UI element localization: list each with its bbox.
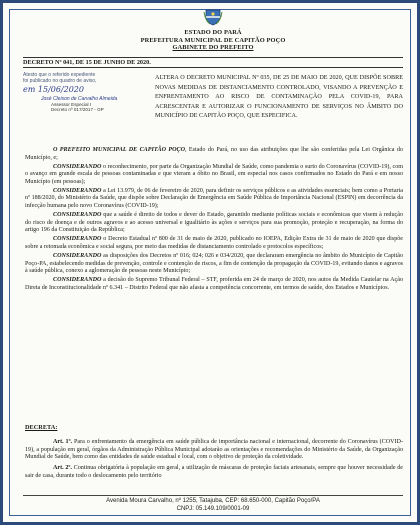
stamp-line-2: foi publicado no quadro de aviso, <box>23 78 97 84</box>
publication-stamp <box>23 72 143 113</box>
article-paragraph <box>25 439 403 462</box>
stamp-line-1: Atesto que o referido expediente <box>23 72 96 78</box>
considerando-text: que a saúde é direito de todos e dever do Estado, garantido mediante políticas sociais e econômicas que visem à redução do risco de doença e de outros agravos e ao acesso universal e igualitário às ações e serviços para sua promoção, proteção e recuperação, na forma do artigo 196 da Constituição da República; <box>25 212 403 234</box>
considerando-paragraph <box>25 236 403 251</box>
decree-body <box>25 147 403 294</box>
considerando-lead: CONSIDERANDO <box>53 187 102 194</box>
preamble-lead: O PREFEITO MUNICIPAL DE CAPITÃO POÇO <box>53 147 185 153</box>
stamp-role-2: Decreto nº 017/2017 - GP <box>51 107 104 113</box>
decree-summary: ALTERA O DECRETO MUNICIPAL Nº 035, DE 25 DE MAIO DE 2020, QUE DISPÕE SOBRE NOVAS MEDIDAS DE DISTANCIAMENTO CONTROLADO, VISANDO A PREVENÇÃO E ENFRENTAMENTO AO RISCO DE CONTAMINAÇÃO PELA COVID-19, PARA ACRESCENTAR E AUTORIZAR O FUNCIONAMENTO DE SERVIÇOS NO ÂMBITO DO MUNICÍPIO DE CAPITÃO POÇO, QUE ESPECIFICA. <box>155 74 403 120</box>
prefecture-name: PREFEITURA MUNICIPAL DE CAPITÃO POÇO <box>140 36 286 44</box>
decreta-heading <box>25 424 403 431</box>
preamble-text: , Estado do Pará, no uso das atribuições que lhe são conferidas pela Lei Orgânica do Município, e; <box>25 147 403 161</box>
stamp-date: em 15/06/2020 <box>23 85 84 94</box>
footer-address: Avenida Moura Carvalho, nº 1255, Tatajuba, CEP: 68.650-000, Capitão Poço/PA <box>106 498 320 504</box>
footer-cnpj: CNPJ: 05.149.109/0001-09 <box>176 506 250 512</box>
considerando-paragraph <box>25 164 403 187</box>
considerando-text: a decisão do Supremo Tribunal Federal – STF, proferida em 24 de março de 2020, nos autos da Medida Cautelar na Ação Direta de Inconstitucionalidade nº 6.341 – Distrito Federal que não afasta a competência concorrente, em termos de saúde, dos Estados e Municípios. <box>25 277 403 291</box>
considerando-text: as disposições dos Decretos nº 016; 024; 026 e 034/2020, que declararam emergência no âmbito do Município de Capitão Poço-PA, estabelecendo medidas de prevenção, controle e contenção de riscos, a fim de contenção da propagação da COVID-19, evitando danos e agravos à saúde pública, conexo a aglomeração de pessoas neste Município; <box>25 253 403 275</box>
cabinet-name: GABINETE DO PREFEITO <box>172 44 254 52</box>
stamp-signature: José Cleison de Carvalho Almeida <box>41 96 118 102</box>
considerando-lead: CONSIDERANDO <box>53 212 102 219</box>
article-lead: Art. 1º. <box>53 439 73 445</box>
considerando-lead: CONSIDERANDO <box>53 163 102 170</box>
footer <box>3 497 420 513</box>
articles <box>25 439 403 484</box>
considerando-text: o reconhecimento, por parte da Organização Mundial de Saúde, como pandemia o surto do Coronavírus (COVID-19), com o avanço em grande escala de pessoas contaminadas e que vieram a óbito no Brasil, em especial nos casos confirmados no Estado do Pará e em nosso Município (em pessoas); <box>25 163 403 185</box>
considerando-text: a Lei 13.979, de 06 de fevereiro de 2020, para definir os serviços públicos e as atividades essenciais; bem como a Portaria nº 188/2020, do Ministério da Saúde, que dispõe sobre Declaração de Emergência em Saúde Pública de Importância Nacional (ESPIN) em decorrência da infecção humana pelo novo Coronavírus (COVID-19); <box>25 187 403 210</box>
decreta-label: DECRETA: <box>25 424 58 431</box>
considerando-paragraph <box>25 277 403 292</box>
considerando-lead: CONSIDERANDO <box>53 253 102 260</box>
letterhead <box>3 29 420 52</box>
preamble-paragraph <box>25 147 403 162</box>
considerando-lead: CONSIDERANDO <box>53 277 102 284</box>
footer-divider <box>23 495 403 496</box>
considerando-lead: CONSIDERANDO <box>53 236 102 243</box>
article-text: Continua obrigatória à população em geral, a utilização de máscaras de proteção faciais artesanais, sempre que houver necessidade de sair de casa, durante todo o deslocamento pelo território <box>25 465 404 479</box>
considerando-paragraph <box>25 253 403 276</box>
considerando-paragraph <box>25 188 403 211</box>
article-lead: Art. 2º. <box>53 465 72 472</box>
considerando-paragraph <box>25 212 403 235</box>
state-name: ESTADO DO PARÁ <box>184 29 242 36</box>
coat-of-arms-icon <box>203 8 223 26</box>
stamp-role-1: Assessor Especial I <box>51 102 92 107</box>
considerando-text: o Decreto Estadual nº 800 de 31 de maio de 2020, publicado no IOEPA, Edição Extra de 31 de maio de 2020 que dispõe sobre a retomada econômica e social segura, por meio das medidas de distanciamento controlado e protocolos específicos; <box>25 236 403 250</box>
article-text: Para o enfrentamento da emergência em saúde pública de importância nacional e internacional, decorrente do Coronavírus (COVID-19), a população em geral, órgãos da Administração Pública Municipal adotarão as orientações e recomendações do Ministério da Saúde, da Organização Mundial de Saúde, bem como das entidades de saúde estadual e local, com o objetivo de proteção da coletividade. <box>25 439 403 461</box>
decree-number: DECRETO Nº 041, DE 15 DE JUNHO DE 2020. <box>23 57 403 68</box>
article-paragraph <box>25 465 403 480</box>
